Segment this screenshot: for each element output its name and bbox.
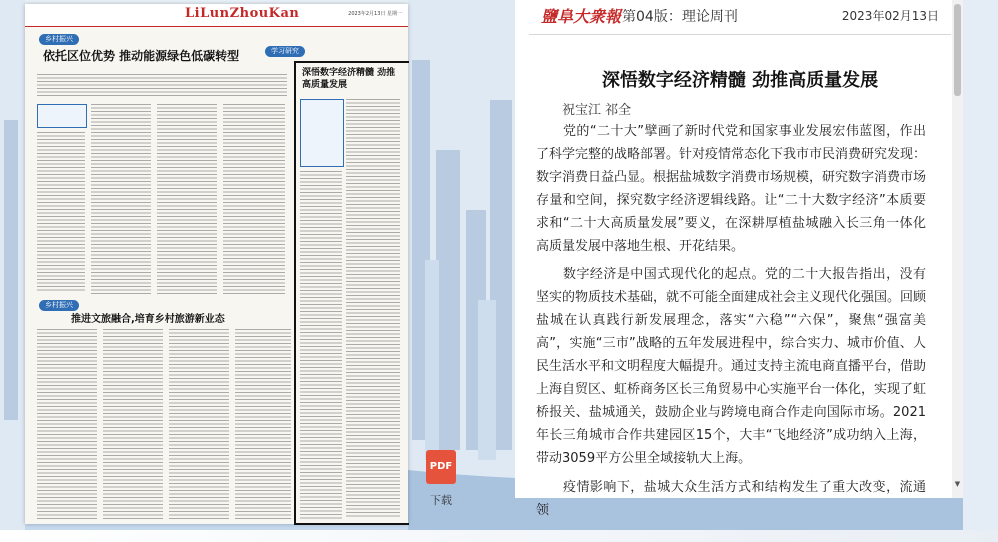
preview-column-text	[91, 104, 151, 294]
section-tag: 乡村振兴	[39, 34, 79, 45]
publish-date: 2023年02月13日	[841, 9, 939, 23]
scroll-down-arrow-icon[interactable]: ▼	[954, 480, 961, 488]
preview-column-text	[346, 99, 400, 519]
preview-column-text	[223, 104, 285, 294]
article-paragraph: 疫情影响下，盐城大众生活方式和结构发生了重大改变，流通领	[536, 479, 926, 518]
preview-column-text	[169, 329, 229, 519]
edition-label: 第04版：理论周刊	[622, 9, 738, 25]
preview-column-text	[37, 329, 97, 519]
preview-column-text	[300, 171, 342, 519]
article-header-bar	[529, 0, 951, 35]
preview-headline-digital[interactable]: 深悟数字经济精髓 劲推高质量发展	[302, 68, 396, 90]
pdf-icon[interactable]: PDF	[426, 450, 456, 484]
article-author: 祝宝江 祁全	[562, 103, 632, 118]
scrollbar-thumb[interactable]	[954, 4, 961, 96]
download-label[interactable]: 下载	[430, 494, 452, 507]
preview-subhead-box	[37, 104, 87, 128]
article-paragraph: 党的“二十大”擘画了新时代党和国家事业发展宏伟蓝图，作出了科学完整的战略部署。针对疫情常态化下我市市民消费研究发现：数字消费日益凸显。根据盐城数字消费市场规模，研究数字消费市场存量和空间，探究数字经济逻辑线路。让“二十大数字经济”本质要求和“二十大高质量发展”要义，在深耕厚植盐城融入长三角一体化高质量发展中落地生根、开花结果。	[536, 124, 927, 254]
article-panel	[515, 0, 963, 518]
preview-column-text	[37, 132, 85, 292]
preview-summary-box	[300, 99, 344, 167]
article-title: 深悟数字经济精髓 劲推高质量发展	[601, 70, 879, 91]
newspaper-masthead	[25, 4, 408, 27]
newspaper-brand: LiLunZhouKan	[185, 6, 300, 21]
section-tag: 乡村振兴	[39, 300, 79, 311]
article-paragraph: 数字经济是中国式现代化的起点。党的二十大报告指出，没有坚实的物质技术基础，就不可能全面建成社会主义现代化强国。回顾盐城在认真践行新发展理念，落实“六稳”“六保”，聚焦“强富美高”，实施“三市”战略的五年发展进程中，综合实力、城市价值、人民生活水平和文明程度大幅提升。通过支持主流电商直播平台，借助上海自贸区、虹桥商务区长三角贸易中心实施平台一体化，实现了虹桥报关、盐城通关，鼓励企业与跨境电商合作走向国际市场。2021年长三角城市合作共建园区15个，大丰“飞地经济”成功纳入上海，带动3059平方公里全域接轨大上海。	[536, 267, 927, 466]
preview-column-text	[103, 329, 163, 519]
selected-article-frame[interactable]	[294, 61, 409, 525]
newspaper-logo: 鹽阜大衆報	[541, 7, 622, 26]
preview-headline-energy[interactable]: 依托区位优势 推动能源绿色低碳转型	[43, 49, 240, 63]
bottom-strip	[0, 530, 998, 542]
newspaper-date: 2023年2月13日 星期一	[348, 11, 402, 17]
preview-column-text	[235, 329, 291, 519]
article-body	[536, 121, 926, 528]
section-tag: 学习研究	[265, 46, 305, 57]
pdf-download-button[interactable]	[423, 450, 459, 507]
preview-headline-tourism[interactable]: 推进文旅融合,培育乡村旅游新业态	[71, 314, 225, 325]
preview-lead-text	[37, 74, 287, 96]
preview-column-text	[157, 104, 217, 294]
newspaper-page-preview[interactable]	[25, 4, 408, 524]
